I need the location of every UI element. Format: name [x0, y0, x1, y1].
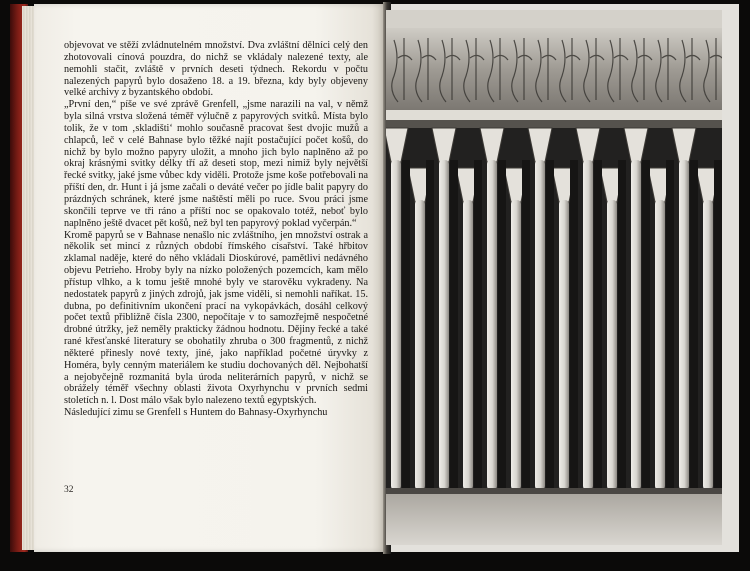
stem-shadow: [426, 160, 434, 490]
stem-shadow: [642, 160, 650, 490]
stem-shadow: [474, 160, 482, 490]
lotus-stem: [655, 200, 665, 490]
stem-shadow: [690, 160, 698, 490]
lotus-stem: [535, 160, 545, 490]
lotus-stem: [511, 200, 521, 490]
lotus-stem: [463, 200, 473, 490]
stem-shadow: [546, 160, 554, 490]
stem-shadow: [594, 160, 602, 490]
relief-photograph: [386, 10, 722, 545]
paragraph-4: Následující zimu se Grenfell s Huntem do Bahnasy-Oxyrhynchu: [64, 407, 328, 419]
stem-shadow: [402, 160, 410, 490]
lotus-stem: [607, 200, 617, 490]
stem-shadow: [570, 160, 578, 490]
body-text: [64, 40, 368, 419]
lotus-stem: [415, 200, 425, 490]
page-number: 32: [64, 485, 74, 495]
lotus-stem: [439, 160, 449, 490]
paragraph-2: „První den,“ píše ve své zprávě Grenfell, „jsme narazili na val, v němž byla silná vrstva složená téměř výlučně z papyrových svitků. Místa bylo tolik, že v tom ‚skladišti‘ mohlo současně pracovat šest dvojic mužů a chlapců, leč v celé Bahnase bylo těžké najít postačující počet košů, do nichž by bylo možno papyry uložit, a mnoho jich bylo naplněno až po okraj krásnými svitky délky tří až deseti stop, mezi nimiž byly největší řecké svitky, jaké jsme vůbec kdy viděli. Protože jsme koše potřebovali na příští den, dr. Hunt i já jsme začali o deváté večer po jídle balit papyry do prázdných schránek, které jsme naštěstí měli po ruce. Svou práci jsme skončili teprve ve tři ráno a příští noc se opakovalo totéž, neboť bylo naplněno ještě dvacet pět košů, než byl ten papyrový poklad vyčerpán.“: [64, 99, 368, 229]
lotus-stem: [391, 160, 401, 490]
paragraph-1: objevovat ve stěží zvládnutelném množství. Dva zvláštní dělníci celý den zhotovovali cínová pouzdra, do nichž se vkládaly nalezené texty, ale nemohli stačit, zvláště v prvních deseti týdnech. Rekordu v počtu nalezených papyrů bylo dosaženo 18. a 19. března, kdy byly objeveny velké archivy z byzantského období.: [64, 40, 368, 99]
paragraph-3: Kromě papyrů se v Bahnase nenašlo nic zvláštního, jen množství ostrak a několik set mincí z různých období římského císařství. Také hřbitov zklamal naděje, které do něho vkládali Dioskúrové, pamětlivi nedávného objevu Petrieho. Hroby byly na nízko položených pozemcích, kam mělo přístup vlhko, a k tomu ještě mnohé byly ve starověku vykradeny. Na nedostatek papyrů z jiných zdrojů, jak jsme viděli, si nemohli naříkat. 15. dubna, po definitivním ukončení prací na vykopávkách, dosáhl celkový počet textů přibližně čísla 2300, nepočítaje v to samozřejmě nespočetné drobné útržky, jež neměly prakticky žádnou hodnotu. Dějiny řecké a také rané křesťanské literatury se obohatily zhruba o 300 fragmentů, z nichž některé přinesly nové texty, jiné, jako například početné úryvky z Homéra, byly cenným materiálem ke studiu dochovaných děl. Nejbohatší a nejobyčejně rozmanitá byla úroda neliterárních papyrů, v nichž se obrážely téměř všechny oblasti života Oxyrhynchu v prvních sedmi stoletích n. l. Dost málo však bylo nalezeno textů egyptských.: [64, 229, 368, 407]
lotus-stem: [559, 200, 569, 490]
stem-shadow: [714, 160, 722, 490]
stem-shadow: [522, 160, 530, 490]
stem-shadow: [450, 160, 458, 490]
stem-shadow: [498, 160, 506, 490]
stem-shadow: [666, 160, 674, 490]
lotus-stem: [583, 160, 593, 490]
lotus-stem: [679, 160, 689, 490]
lotus-stem: [703, 200, 713, 490]
lotus-stem: [631, 160, 641, 490]
lotus-stem: [487, 160, 497, 490]
stem-shadow: [618, 160, 626, 490]
